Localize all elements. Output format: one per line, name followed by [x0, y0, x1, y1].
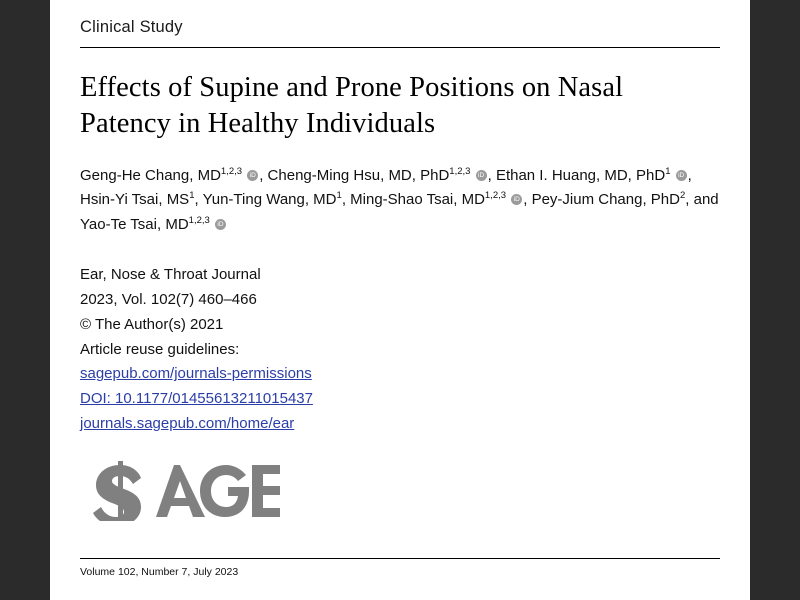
footer-divider — [80, 558, 720, 559]
orcid-icon[interactable] — [215, 219, 226, 230]
journal-home-link[interactable]: journals.sagepub.com/home/ear — [80, 415, 295, 433]
orcid-icon[interactable] — [511, 194, 522, 205]
reuse-label: Article reuse guidelines: — [80, 340, 240, 358]
author-list: Geng-He Chang, MD$^{1,2,3}$ iD , Cheng-Ming Hsu, MD, PhD$^{1,2,3}$ iD , Ethan I. Huang, MD, PhD$^1$ iD , Hsin-Yi Tsai, $MS^1$, Yun-Ting Wang, $MD^1$, Ming-Shao Tsai, MD$^{1,2,3}$ iD , Pey-Jium Chang, PhD$^2$, and Yao-Te Tsai, MD$^{1,2,3}$ iD — [80, 164, 720, 237]
doi-link[interactable]: DOI: 10.1177/01455613211015437 — [80, 390, 313, 408]
journal-info — [80, 263, 720, 363]
footer-text: Volume 102, Number 7, July 2023 — [80, 566, 239, 578]
orcid-icon[interactable] — [476, 170, 487, 181]
header-divider — [80, 47, 720, 48]
page-title: Effects of Supine and Prone Positions on Nasal Patency in Healthy Individuals — [80, 72, 624, 140]
sage-logo — [80, 461, 280, 521]
link-list — [80, 362, 720, 437]
article-content — [50, 0, 750, 600]
volume-line: 2023, Vol. 102(7) 460–466 — [80, 290, 257, 308]
permissions-link[interactable]: sagepub.com/journals-permissions — [80, 365, 312, 383]
article-page — [50, 0, 750, 600]
orcid-icon[interactable] — [676, 170, 687, 181]
orcid-icon[interactable] — [247, 170, 258, 181]
copyright-line: © The Author(s) 2021 — [80, 315, 224, 333]
journal-name: Ear, Nose & Throat Journal — [80, 265, 261, 283]
running-head: Clinical Study — [80, 18, 183, 36]
